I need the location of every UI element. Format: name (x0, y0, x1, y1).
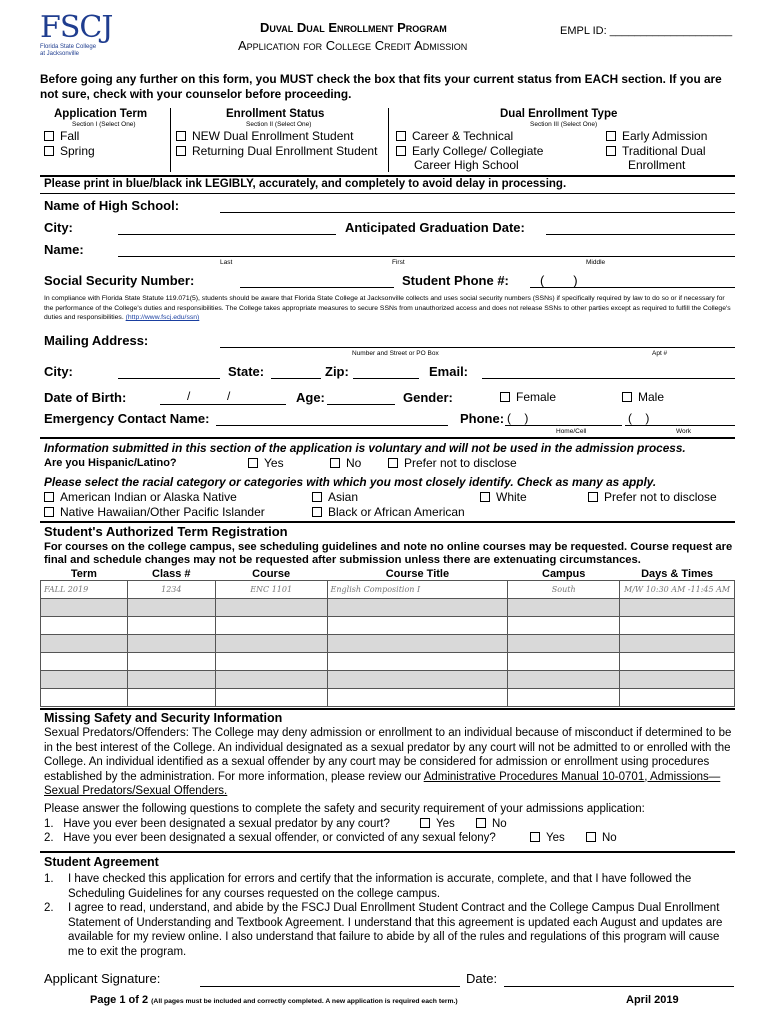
table-row (41, 689, 735, 707)
cell-title[interactable] (327, 635, 508, 653)
safety-ask: Please answer the following questions to complete the safety and security requirement of your admissions application: (44, 803, 645, 815)
option-label: Black or African American (328, 505, 465, 519)
col-title: Course Title (385, 568, 450, 580)
cell-title[interactable] (327, 617, 508, 635)
q1-no[interactable] (476, 818, 507, 830)
dob-label: Date of Birth: (44, 390, 127, 405)
checkbox[interactable] (176, 146, 186, 156)
print-note: Please print in blue/black ink LEGIBLY, accurately, and completely to avoid delay in processing. (44, 178, 567, 190)
option-label: Early College/ Collegiate (412, 144, 544, 158)
divider (40, 851, 735, 853)
state-label: State: (228, 364, 265, 379)
cell-term[interactable] (41, 599, 128, 617)
registration-table (40, 568, 735, 707)
cell-course[interactable] (215, 635, 327, 653)
cell-course[interactable] (215, 689, 327, 707)
dob-slashes: / / (187, 389, 231, 403)
col-term: Term (70, 568, 97, 580)
table-row (41, 581, 735, 599)
option-label: Asian (328, 490, 359, 504)
logo-sub-1: Florida State College (40, 44, 97, 50)
city2-input[interactable] (118, 378, 220, 379)
checkbox[interactable] (588, 492, 598, 502)
race-black[interactable] (312, 505, 465, 519)
cell-term[interactable] (41, 653, 128, 671)
checkbox[interactable] (312, 507, 322, 517)
empl-id-label[interactable]: EMPL ID: ____________________ (560, 25, 733, 37)
option-label: American Indian or Alaska Native (60, 490, 237, 504)
work-phone-paren: ( ) (628, 411, 650, 425)
checkbox[interactable] (606, 131, 616, 141)
ssn-input[interactable] (240, 287, 394, 288)
checkbox[interactable] (420, 818, 430, 828)
table-header-row (41, 568, 735, 581)
checkbox[interactable] (606, 146, 616, 156)
table-row (41, 635, 735, 653)
option-label: Yes (264, 456, 284, 470)
hispanic-question: Are you Hispanic/Latino? (44, 457, 177, 469)
name-label: Name: (44, 242, 84, 257)
name-input[interactable] (118, 256, 735, 257)
divider (40, 521, 735, 523)
grad-date-input[interactable] (546, 234, 735, 235)
student-phone-paren: ( ) (540, 273, 578, 288)
cell-days[interactable] (620, 653, 735, 671)
home-phone-input[interactable] (505, 425, 622, 426)
cell-campus[interactable] (508, 671, 620, 689)
email-label: Email: (429, 364, 469, 379)
zip-input[interactable] (353, 378, 419, 379)
cell-title[interactable] (327, 653, 508, 671)
checkbox[interactable] (44, 492, 54, 502)
option-label: Female (516, 390, 557, 404)
type-career-high: Career High School (414, 158, 519, 172)
fscj-logo (40, 10, 113, 58)
safety-text: Sexual Predators/Offenders: The College may deny admission or enrollment to an individual because of misconduct if determined to be in the best interest of the College. An individual designated as a sexual predator by any court will not be admitted to or enrolled with the College. An individual identified as a sexual offender by any court may be considered for admission or enrollment using procedures established by the administration. For more information, please review our (44, 727, 732, 783)
checkbox[interactable] (476, 818, 486, 828)
checkbox[interactable] (44, 131, 54, 141)
gender-label: Gender: (403, 390, 453, 405)
form-title: Duval Dual Enrollment Program (260, 20, 447, 35)
q2-text: Have you ever been designated a sexual offender, or convicted of any sexual felony? (63, 832, 496, 844)
divider (40, 437, 735, 439)
option-label: No (492, 818, 507, 830)
emergency-input[interactable] (216, 425, 448, 426)
mailing-label: Mailing Address: (44, 333, 149, 348)
col-course: Course (252, 568, 291, 580)
first-hint: First (392, 259, 405, 266)
option-label: Yes (436, 818, 455, 830)
voluntary-note: Information submitted in this section of the application is voluntary and will not be used in the admission process. (44, 441, 686, 455)
cell-term[interactable] (41, 635, 128, 653)
cell-class[interactable] (127, 599, 215, 617)
checkbox[interactable] (396, 131, 406, 141)
safety-q1: 1. Have you ever been designated a sexual predator by any court? (44, 818, 390, 830)
work-hint: Work (676, 428, 692, 435)
safety-title: Missing Safety and Security Information (44, 711, 283, 725)
race-white[interactable] (480, 490, 527, 504)
cell-class[interactable] (127, 689, 215, 707)
student-phone-label: Student Phone #: (402, 273, 509, 288)
race-native-hawaiian[interactable] (44, 505, 265, 519)
cell-term[interactable] (41, 689, 128, 707)
option-label: No (602, 832, 617, 844)
cell-days[interactable]: M/W 10:30 AM -11:45 AM (620, 581, 735, 599)
checkbox[interactable] (500, 392, 510, 402)
middle-hint: Middle (586, 259, 606, 266)
term-fall[interactable] (44, 129, 79, 143)
cell-course[interactable] (215, 599, 327, 617)
emergency-label: Emergency Contact Name: (44, 411, 210, 426)
cell-days[interactable] (620, 599, 735, 617)
grad-date-label: Anticipated Graduation Date: (345, 220, 525, 235)
page-note: (All pages must be included and correctly completed. A new application is required each term.) (151, 998, 458, 1005)
hispanic-yes[interactable] (248, 456, 284, 470)
type-title: Dual Enrollment Type (500, 108, 618, 120)
col-days: Days & Times (641, 568, 714, 580)
checkbox[interactable] (480, 492, 490, 502)
checkbox[interactable] (622, 392, 632, 402)
cell-class[interactable] (127, 671, 215, 689)
type-career-tech[interactable] (396, 129, 513, 143)
high-school-input[interactable] (220, 212, 735, 213)
zip-label: Zip: (325, 364, 349, 379)
ssn-notice (44, 294, 734, 323)
dob-input[interactable] (160, 404, 286, 405)
race-question: Please select the racial category or categories with which you most closely identify. Check as many as apply. (44, 475, 657, 489)
enroll-title: Enrollment Status (226, 108, 325, 120)
cell-campus[interactable] (508, 635, 620, 653)
cell-class[interactable] (127, 635, 215, 653)
page-footer (90, 994, 458, 1006)
form-subtitle: Application for College Credit Admission (238, 38, 468, 53)
cell-class[interactable] (127, 617, 215, 635)
city2-label: City: (44, 364, 73, 379)
checkbox[interactable] (388, 458, 398, 468)
race-asian[interactable] (312, 490, 358, 504)
option-label: NEW Dual Enrollment Student (192, 129, 354, 143)
age-input[interactable] (327, 404, 395, 405)
race-american-indian[interactable] (44, 490, 237, 504)
option-label: Native Hawaiian/Other Pacific Islander (60, 505, 265, 519)
apt-hint: Apt # (652, 350, 668, 357)
table-row (41, 653, 735, 671)
ssn-notice-text: In compliance with Florida State Statute 119.071(5), students should be aware that Florida State College at Jacksonville collects and uses social security numbers (SSNs) if specifically required by law to do so or if necessary for the performance of the College's duties and responsibilities. The College takes appropriate measures to secure SSNs from unauthorized access and does not release SSNs to other parties except as required to fulfill the College's duties and responsibilities. (44, 295, 731, 321)
state-input[interactable] (271, 378, 321, 379)
agreement-title: Student Agreement (44, 855, 159, 869)
registration-note: For courses on the college campus, see scheduling guidelines and note no online courses may be requested. Course request are final and schedule changes may not be requested after submission unless there are extenuating circumstances. (44, 541, 733, 566)
date-input[interactable] (504, 986, 734, 987)
ssn-link[interactable]: (http://www.fscj.edu/ssn) (125, 314, 200, 321)
option-label: Traditional Dual (622, 144, 706, 158)
type-early-college[interactable] (396, 144, 543, 158)
cell-course[interactable] (215, 653, 327, 671)
safety-q2: 2. Have you ever been designated a sexual offender, or convicted of any sexual felony? (44, 832, 496, 844)
footer-date: April 2019 (626, 994, 679, 1006)
option-label: Spring (60, 144, 95, 158)
q1-text: Have you ever been designated a sexual predator by any court? (63, 818, 390, 830)
cell-days[interactable] (620, 635, 735, 653)
safety-link[interactable]: Administrative Procedures Manual 10-0701, Admissions—Sexual Predators/Sexual Offenders. (44, 770, 721, 797)
enroll-new[interactable] (176, 129, 353, 143)
cell-term[interactable] (41, 617, 128, 635)
agreement-item-2-text: I agree to read, understand, and abide by the FSCJ Dual Enrollment Student Contract and the College Campus Dual Enrollment Statement of Understanding and Textbook Agreement. I understand that this agreement is updated each August and updates are available for my review online. I also understand that failure to abide by all of the rules and regulations of this program will cause me to exit the program. (68, 902, 723, 958)
city-label: City: (44, 220, 73, 235)
agreement-item-2: 2. I agree to read, understand, and abide by the FSCJ Dual Enrollment Student Contract and the College Campus Dual Enrollment Statement of Understanding and Textbook Agreement. I understand that this agreement is updated each August and updates are available for my review online. I also understand that failure to abide by all of the rules and regulations of this program will cause me to exit the program. (44, 901, 734, 959)
status-box (40, 106, 735, 174)
checkbox[interactable] (396, 146, 406, 156)
col-class: Class # (152, 568, 191, 580)
phone-label: Phone: (460, 411, 505, 426)
divider (40, 708, 735, 710)
cell-days[interactable] (620, 671, 735, 689)
cell-term[interactable]: FALL 2019 (41, 581, 128, 599)
checkbox[interactable] (312, 492, 322, 502)
option-label: Career & Technical (412, 129, 514, 143)
option-label: Fall (60, 129, 80, 143)
type-traditional[interactable] (606, 144, 706, 158)
cell-campus[interactable] (508, 689, 620, 707)
cell-title[interactable] (327, 599, 508, 617)
cell-term[interactable] (41, 671, 128, 689)
checkbox[interactable] (330, 458, 340, 468)
agreement-item-1-text: I have checked this application for errors and certify that the information is accurate, complete, and that I have followed the Scheduling Guidelines for any courses requested on the college campus. (68, 873, 692, 900)
table-row (41, 671, 735, 689)
q1-yes[interactable] (420, 818, 455, 830)
divider (40, 193, 735, 194)
logo-text: FSCJ (40, 10, 113, 45)
cell-campus[interactable] (508, 599, 620, 617)
cell-days[interactable] (620, 617, 735, 635)
mailing-input[interactable] (220, 347, 735, 348)
cell-title[interactable]: English Composition I (327, 581, 508, 599)
term-title: Application Term (54, 108, 148, 120)
type-traditional-2: Enrollment (628, 158, 686, 172)
q2-no[interactable] (586, 832, 617, 844)
divider (40, 175, 735, 177)
q2-yes[interactable] (530, 832, 565, 844)
street-hint: Number and Street or PO Box (352, 350, 439, 357)
type-sub: Section III (Select One) (530, 121, 598, 128)
cell-course[interactable] (215, 617, 327, 635)
logo-sub-2: at Jacksonville (40, 51, 80, 57)
cell-days[interactable] (620, 689, 735, 707)
gender-female[interactable] (500, 390, 556, 404)
option-label: No (346, 456, 362, 470)
last-hint: Last (220, 259, 233, 266)
signature-label: Applicant Signature: (44, 971, 161, 986)
safety-paragraph (44, 726, 734, 799)
cell-course[interactable] (215, 671, 327, 689)
option-label: Yes (546, 832, 565, 844)
option-label: Returning Dual Enrollment Student (192, 144, 378, 158)
cell-course[interactable]: ENC 1101 (215, 581, 327, 599)
term-spring[interactable] (44, 144, 95, 158)
registration-title: Student's Authorized Term Registration (44, 524, 288, 539)
page-number: Page 1 of 2 (90, 994, 149, 1006)
agreement-item-1: 1. I have checked this application for errors and certify that the information is accurate, complete, and that I have followed the Scheduling Guidelines for any courses requested on the college campus. (44, 872, 734, 901)
enroll-sub: Section II (Select One) (246, 121, 312, 128)
cell-campus[interactable]: South (508, 581, 620, 599)
checkbox[interactable] (248, 458, 258, 468)
option-label: Early Admission (622, 129, 708, 143)
hispanic-no[interactable] (330, 456, 361, 470)
cell-class[interactable] (127, 653, 215, 671)
checkbox[interactable] (530, 832, 540, 842)
checkbox[interactable] (44, 146, 54, 156)
cell-title[interactable] (327, 671, 508, 689)
checkbox[interactable] (586, 832, 596, 842)
hispanic-prefer-not[interactable] (388, 456, 517, 470)
option-label: Male (638, 390, 665, 404)
option-label: Prefer not to disclose (604, 490, 717, 504)
table-row (41, 617, 735, 635)
col-campus: Campus (542, 568, 586, 580)
checkbox[interactable] (44, 507, 54, 517)
work-phone-input[interactable] (625, 425, 735, 426)
date-label: Date: (466, 971, 498, 986)
ssn-label: Social Security Number: (44, 273, 195, 288)
gender-male[interactable] (622, 390, 664, 404)
option-label: White (496, 490, 527, 504)
home-cell-hint: Home/Cell (556, 428, 587, 435)
checkbox[interactable] (176, 131, 186, 141)
intro-text: Before going any further on this form, you MUST check the box that fits your current status from EACH section. If you are not sure, check with your counselor before proceeding. (40, 72, 722, 101)
cell-campus[interactable] (508, 617, 620, 635)
term-sub: Section I (Select One) (72, 121, 136, 128)
email-input[interactable] (482, 378, 735, 379)
cell-campus[interactable] (508, 653, 620, 671)
high-school-label: Name of High School: (44, 198, 180, 213)
cell-title[interactable] (327, 689, 508, 707)
option-label: Prefer not to disclose (404, 456, 517, 470)
signature-input[interactable] (200, 986, 460, 987)
table-row (41, 599, 735, 617)
cell-class[interactable]: 1234 (127, 581, 215, 599)
age-label: Age: (296, 390, 325, 405)
student-phone-input[interactable] (530, 287, 735, 288)
type-early-admission[interactable] (606, 129, 707, 143)
enroll-returning[interactable] (176, 144, 377, 158)
city-input[interactable] (118, 234, 336, 235)
home-phone-paren: ( ) (507, 411, 529, 425)
race-prefer-not[interactable] (588, 490, 717, 504)
